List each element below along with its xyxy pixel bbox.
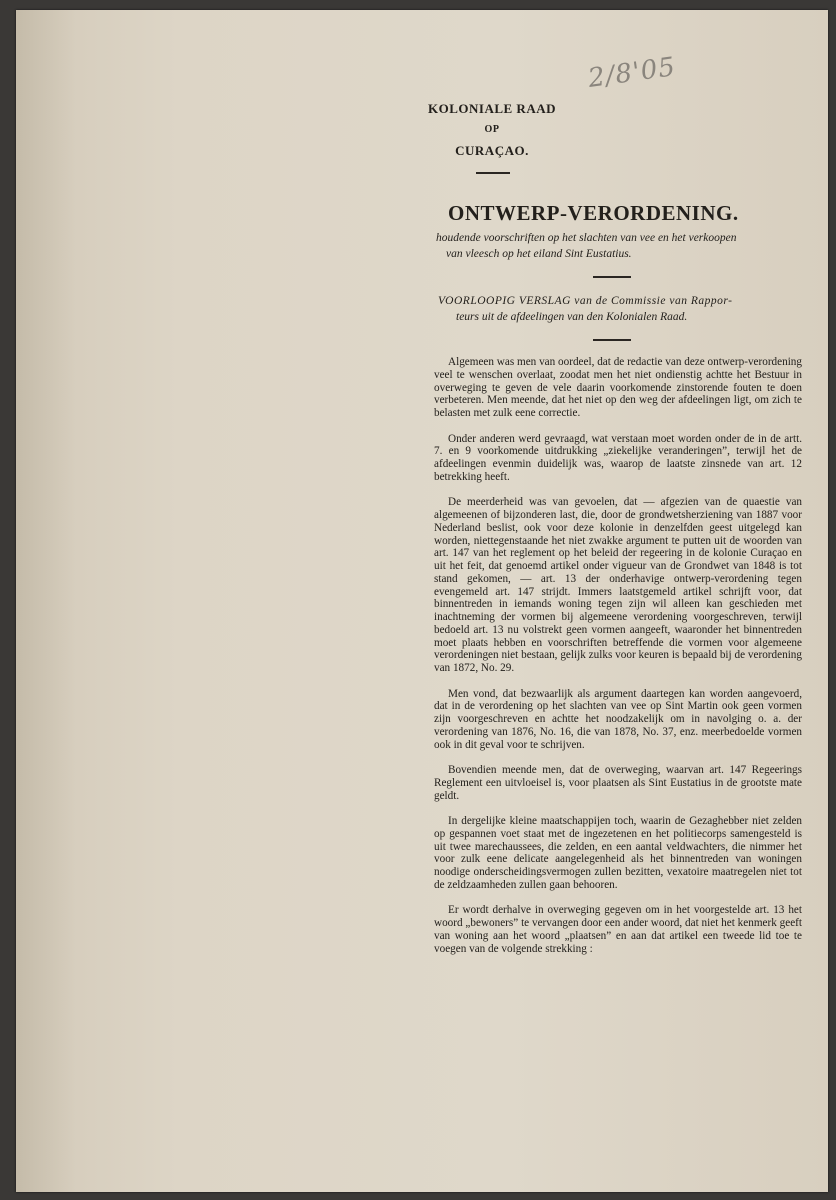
subtitle-line-1: houdende voorschriften op het slachten van vee en het verkoopen	[436, 232, 737, 244]
body-paragraph: Bovendien meende men, dat de overweging, waarvan art. 147 Regeerings Reglement een uitvloeisel is, voor plaatsen als Sint Eustatius in de grootste mate geldt.	[434, 764, 802, 802]
body-paragraph: Algemeen was men van oordeel, dat de redactie van deze ontwerp-verordening veel te wenschen overlaat, zoodat men het niet ondienstig achtte het Bestuur in overweging te geven de vele daarin voorkomende zinstorende fouten te doen verbeteren. Men meende, dat het niet op den weg der afdeelingen ligt, om zich te belasten met zulk eene correctie.	[434, 356, 802, 419]
report-heading-line-2: teurs uit de afdeelingen van den Kolonialen Raad.	[456, 311, 688, 323]
report-body	[434, 356, 802, 955]
header-divider	[476, 172, 510, 174]
body-paragraph: De meerderheid was van gevoelen, dat — afgezien van de quaestie van algemeenen of bijzonderen last, die, door de grondwetsherziening van 1887 voor Nederland beslist, ook voor deze kolonie in denzelfden geest uitgelegd kan worden, niettegenstaande het niet zwakke argument te putten uit de woorden van art. 147 van het reglement op het beleid der regeering in de kolonie Curaçao en uit het feit, dat genoemd artikel onder vigueur van de Grondwet van 1848 is tot stand gekomen, — art. 13 der onderhavige ontwerp-verordening tegen evengemeld art. 147 strijdt. Immers laatstgemeld artikel schrijft voor, dat binnentreden in iemands woning tegen zijn wil alleen kan geschieden met inachtneming der vormen bij algemeene verordening voorgeschreven, terwijl bedoeld art. 13 nu volstrekt geen vormen aangeeft, waaronder het binnentreden moet plaats hebben en voorschriften betreffende die vormen voor algemeene verordeningen niet bestaan, gelijk zulks voor keuren is bepaald bij de verordening van 1872, No. 29.	[434, 496, 802, 674]
document-title: ONTWERP-VERORDENING.	[448, 201, 739, 225]
report-heading-line-1: VOORLOOPIG VERSLAG van de Commissie van Rappor-	[438, 295, 733, 307]
body-paragraph: Onder anderen werd gevraagd, wat verstaan moet worden onder de in de artt. 7. en 9 voorkomende uitdrukking „ziekelijke veranderingen”, terwijl het de afdeelingen evenmin duidelijk was, waarop de laatste zinsnede van art. 12 betrekking heeft.	[434, 432, 802, 483]
document-subtitle	[436, 230, 810, 262]
document-page	[16, 10, 828, 1192]
report-heading	[438, 293, 808, 325]
council-header	[426, 98, 558, 161]
body-paragraph: In dergelijke kleine maatschappijen toch, waarin de Gezaghebber niet zelden op gespannen voet staat met de ingezetenen en het politiecorps samengesteld is uit twee marechaussees, die zelden, en een aantal veldwachters, die nimmer het voor zulk eene delicate aangelegenheid als het binnentreden van woningen noodige onderscheidingsvermogen zullen bezitten, vexatoire maatregelen niet tot de zeldzaamheden zullen gaan behooren.	[434, 815, 802, 891]
header-line-council: KOLONIALE RAAD	[428, 101, 556, 116]
handwritten-date: 2/8'05	[586, 52, 678, 94]
section-divider-1	[593, 276, 631, 278]
section-divider-2	[593, 339, 631, 341]
header-line-curacao: CURAÇAO.	[455, 143, 529, 158]
header-line-op: OP	[484, 124, 500, 135]
body-paragraph: Men vond, dat bezwaarlijk als argument daartegen kan worden aangevoerd, dat in de verordening op het slachten van vee op Sint Martin ook geen vormen zijn voorgeschreven en achtte het noodzakelijk om in navolging o. a. der verordening van 1876, No. 16, die van 1878, No. 37, enz. meerbedoelde vormen ook in dit geval voor te schrijven.	[434, 687, 802, 751]
subtitle-line-2: van vleesch op het eiland Sint Eustatius.	[446, 248, 632, 260]
paper-fold-shadow	[16, 10, 76, 1192]
body-paragraph: Er wordt derhalve in overweging gegeven om in het voorgestelde art. 13 het woord „bewoners” te vervangen door een ander woord, dat niet het kenmerk geeft van woning aan het woord „plaatsen” en aan dat artikel een tweede lid toe te voegen van de volgende strekking :	[434, 904, 802, 955]
